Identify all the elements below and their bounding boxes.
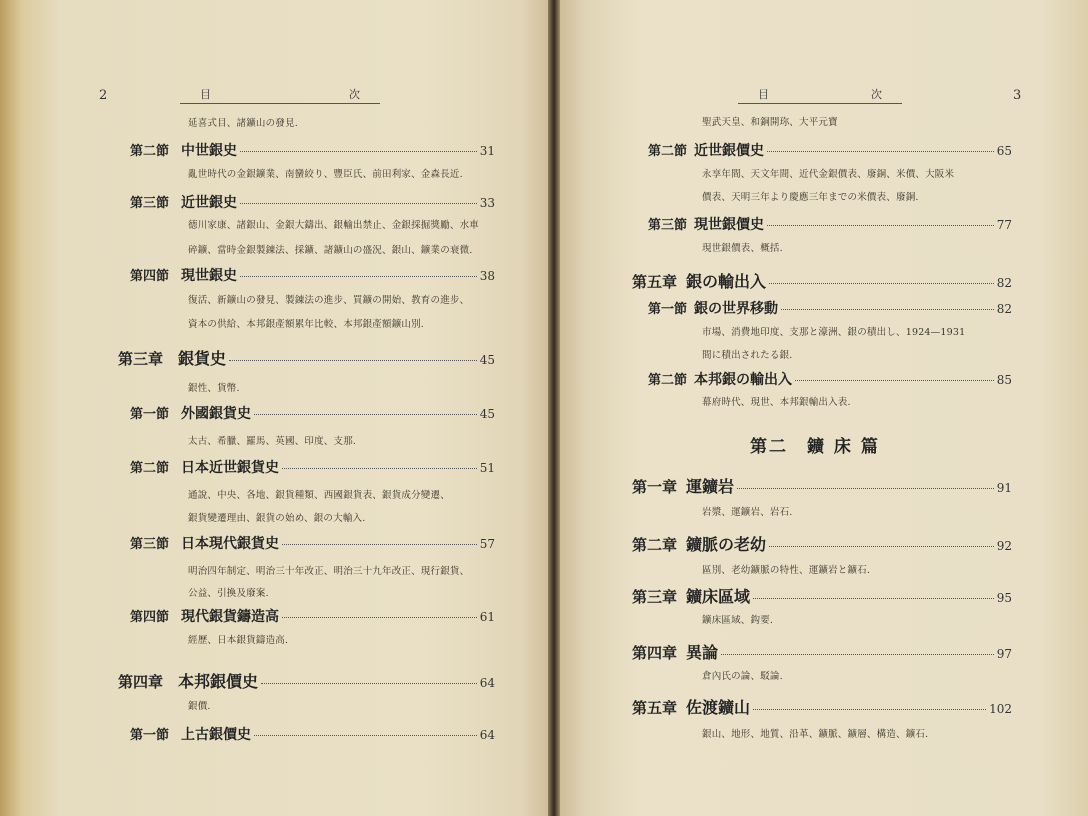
toc-section-entry[interactable] [648,214,1012,234]
dot-leader [721,654,994,655]
toc-chapter-entry[interactable] [632,269,1012,292]
dot-leader [254,735,477,736]
section-label: 第一節 [130,728,170,743]
toc-chapter-entry[interactable] [632,532,1012,555]
dot-leader [240,203,477,204]
section-title: 現世銀史 [181,268,238,284]
chapter-title: 銀貨史 [178,349,227,368]
section-label: 第二節 [648,144,688,159]
dot-leader [753,709,986,710]
page-reference: 64 [479,728,495,742]
section-label: 第二節 [130,461,170,476]
chapter-label: 第一章 [632,478,678,496]
page-reference: 85 [996,373,1012,387]
header-char: 目 [758,88,769,101]
chapter-label: 第五章 [632,273,678,291]
part-heading: 第二 鑛 床 篇 [750,437,880,457]
page-reference: 92 [996,539,1012,553]
toc-section-entry[interactable] [648,298,1012,318]
page-reference: 45 [479,353,495,367]
section-title: 現代銀貨鑄造高 [181,609,280,625]
page-reference: 57 [479,537,495,551]
toc-section-entry[interactable] [130,403,495,423]
section-label: 第一節 [648,302,688,317]
page-reference: 38 [479,269,495,283]
toc-section-entry[interactable] [648,140,1012,160]
dot-leader [737,488,994,489]
toc-chapter-entry[interactable] [632,695,1012,718]
chapter-title: 鑛脈の老幼 [686,535,767,554]
toc-description: 延喜式目、諸鑛山の發見. [188,118,298,129]
section-label: 第四節 [130,610,170,625]
toc-section-entry[interactable] [130,192,495,212]
dot-leader [240,151,477,152]
toc-description: 公益、引換及廢案. [188,588,269,599]
chapter-label: 第五章 [632,699,678,717]
section-label: 第二節 [130,144,170,159]
toc-chapter-entry[interactable] [118,346,495,369]
toc-description: 永享年間、天文年間、近代金銀價表、廢銅、米價、大阪米 [702,169,955,180]
header-char: 次 [871,88,882,101]
toc-section-entry[interactable] [130,606,495,626]
toc-description: 德川家康、諸銀山、金銀大鑄出、銀輸出禁止、金銀採掘獎勵、水車 [188,220,480,231]
toc-description: 明治四年制定、明治三十年改正、明治三十九年改正、現行銀貨、 [188,566,470,577]
dot-leader [767,151,994,152]
page-number: 3 [1013,88,1022,103]
toc-description: 銀山、地形、地質、沿革、鑛脈、鑛層、構造、鑛石. [702,729,929,740]
toc-section-entry[interactable] [648,369,1012,389]
section-label: 第三節 [648,218,688,233]
toc-description: 復活、新鑛山の發見、製錬法の進步、買鑛の開始、教育の進步、 [188,295,470,306]
chapter-label: 第四章 [632,644,678,662]
running-header [180,86,380,104]
section-label: 第一節 [130,407,170,422]
toc-section-entry[interactable] [130,724,495,744]
section-title: 日本近世銀貨史 [181,460,280,476]
page-reference: 95 [996,591,1012,605]
page-reference: 91 [996,481,1012,495]
toc-description: 通說、中央、各地、銀貨種類、西國銀貨表、銀貨成分變遷、 [188,490,450,501]
header-char: 目 [200,88,211,101]
toc-chapter-entry[interactable] [118,669,495,692]
dot-leader [767,225,994,226]
chapter-label: 第三章 [118,350,164,368]
dot-leader [240,276,477,277]
toc-description: 資本の供給、本邦銀產額累年比較、本邦銀產額鑛山別. [188,319,425,330]
toc-description: 倉內氏の論、駁論. [702,671,783,682]
section-label: 第三節 [130,196,170,211]
section-title: 日本現代銀貨史 [181,536,280,552]
right-page [560,0,1088,816]
toc-description: 銀價. [188,701,211,712]
section-title: 現世銀價史 [694,217,765,233]
dot-leader [261,683,477,684]
page-reference: 51 [479,461,495,475]
toc-description: 經歷、日本銀貨鑄造高. [188,635,289,646]
header-char: 次 [349,88,360,101]
dot-leader [769,283,994,284]
page-reference: 82 [996,302,1012,316]
toc-section-entry[interactable] [130,457,495,477]
chapter-title: 鑛床區域 [686,587,751,606]
toc-description: 幕府時代、現世、本邦銀輸出入表. [702,397,851,408]
section-title: 近世銀價史 [694,143,765,159]
page-reference: 82 [996,276,1012,290]
chapter-label: 第三章 [632,588,678,606]
chapter-title: 本邦銀價史 [178,672,259,691]
toc-description: 碎鑛、當時金銀製錬法、採鑛、諸鑛山の盛況、銀山、鑛業の衰微. [188,245,473,256]
running-header [738,86,902,104]
dot-leader [753,598,994,599]
dot-leader [229,360,477,361]
chapter-label: 第四章 [118,673,164,691]
section-title: 中世銀史 [181,143,238,159]
dot-leader [254,414,477,415]
chapter-title: 運鑛岩 [686,477,735,496]
dot-leader [282,544,477,545]
section-title: 近世銀史 [181,195,238,211]
section-title: 銀の世界移動 [694,301,779,317]
chapter-title: 銀の輸出入 [686,272,767,291]
toc-section-entry[interactable] [130,265,495,285]
chapter-title: 佐渡鑛山 [686,698,751,717]
toc-chapter-entry[interactable] [632,640,1012,663]
toc-description: 太古、希臘、羅馬、英國、印度、支那. [188,436,357,447]
page-reference: 102 [989,702,1012,716]
section-title: 外國銀貨史 [181,406,252,422]
page-reference: 61 [479,610,495,624]
section-label: 第二節 [648,373,688,388]
dot-leader [781,309,994,310]
page-reference: 97 [996,647,1012,661]
dot-leader [769,546,994,547]
toc-chapter-entry[interactable] [632,584,1012,607]
toc-description: 現世銀價表、概括. [702,243,783,254]
section-title: 上古銀價史 [181,727,252,743]
chapter-label: 第二章 [632,536,678,554]
section-title: 本邦銀の輸出入 [694,372,793,388]
page-number: 2 [99,88,108,103]
toc-chapter-entry[interactable] [632,474,1012,497]
toc-description: 岩漿、運鑛岩、岩石. [702,507,793,518]
page-reference: 33 [479,196,495,210]
book-gutter [548,0,560,816]
toc-description: 區別、老幼鑛脈の特性、運鑛岩と鑛石. [702,565,871,576]
dot-leader [282,617,477,618]
toc-description: 亂世時代の金銀鑛業、南蠻絞り、豐臣氏、前田利家、金森長近. [188,169,463,180]
toc-description: 聖武天皇、和銅開珎、大平元寶 [702,117,838,128]
page-reference: 77 [996,218,1012,232]
page-reference: 45 [479,407,495,421]
page-reference: 31 [479,144,495,158]
toc-description: 市場、消費地印度、支那と濠洲、銀の積出し、1924—1931 [702,327,966,338]
toc-section-entry[interactable] [130,140,495,160]
section-label: 第三節 [130,537,170,552]
section-label: 第四節 [130,269,170,284]
toc-description: 銀貨變遷理由、銀貨の始め、銀の大輸入. [188,513,366,524]
page-reference: 65 [996,144,1012,158]
toc-description: 價表、天明三年より慶應三年までの米價表、廢銅. [702,192,919,203]
toc-description: 鑛床區域、鈎要. [702,615,774,626]
page-reference: 64 [479,676,495,690]
toc-description: 間に積出されたる銀. [702,350,793,361]
toc-section-entry[interactable] [130,533,495,553]
chapter-title: 異論 [686,643,719,662]
dot-leader [795,380,994,381]
dot-leader [282,468,477,469]
toc-description: 銀性、貨幣. [188,383,240,394]
